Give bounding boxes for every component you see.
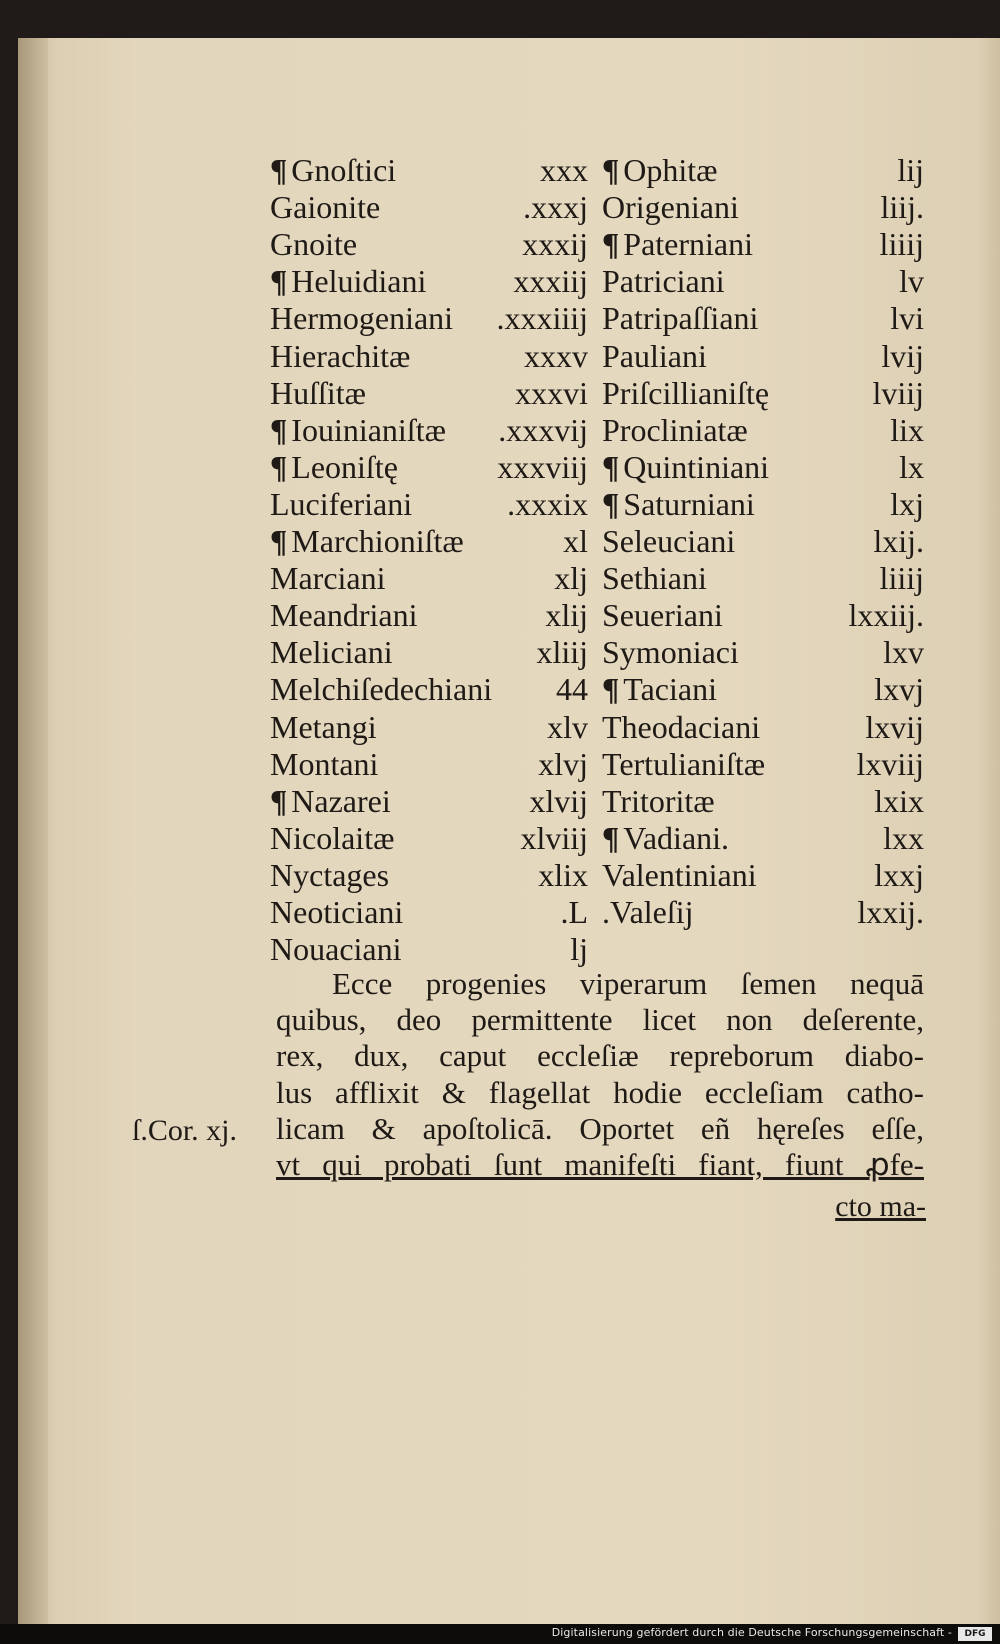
entry-number: lxxiij.: [848, 597, 924, 634]
paragraph-line: licam & apoſtolicā. Oportet eñ hęreſes eſſe,: [276, 1110, 924, 1146]
entry-number: xxx: [540, 152, 588, 188]
entry-number: .L: [560, 894, 588, 930]
entry-number: xl: [563, 523, 588, 559]
entry-number: lxv: [883, 634, 924, 671]
entry-name: [602, 152, 718, 188]
index-entry: [602, 449, 924, 485]
index-entry: [602, 783, 924, 819]
entry-name: [270, 857, 389, 893]
entry-name-text: Patriciani: [602, 263, 725, 300]
entry-number: lxx: [883, 819, 924, 856]
entry-name-text: Hierachitæ: [270, 337, 411, 374]
entry-name-text: Montani: [270, 745, 379, 782]
index-entry: [270, 709, 588, 745]
dfg-logo: DFG: [958, 1627, 992, 1641]
entry-name: [270, 486, 412, 522]
index-entry: [602, 634, 924, 670]
index-entry: [270, 597, 588, 633]
index-entry: [270, 412, 588, 448]
entry-number: xlv: [547, 708, 588, 745]
entry-number: lxviij: [856, 745, 924, 782]
entry-name: [270, 820, 394, 856]
index-entry: [602, 820, 924, 856]
entry-number: liij.: [880, 189, 924, 226]
entry-number: lxix: [874, 782, 924, 819]
index-entry: [270, 931, 588, 967]
pilcrow-icon: ¶: [270, 448, 288, 485]
catchword: cto ma-: [835, 1190, 926, 1223]
index-entry: [602, 152, 924, 188]
entry-number: xxxvi: [515, 374, 588, 411]
entry-name: [602, 375, 769, 411]
pilcrow-icon: ¶: [602, 448, 620, 485]
entry-name-text: Saturniani: [623, 485, 755, 522]
index-entry: [270, 449, 588, 485]
entry-name-text: Taciani: [623, 671, 717, 708]
entry-number: xxxiij: [513, 263, 588, 300]
index-entry: [602, 857, 924, 893]
entry-name: [270, 300, 453, 336]
pilcrow-icon: ¶: [270, 523, 288, 559]
index-entry: [270, 634, 588, 670]
entry-name-text: Tertulianiſtæ: [602, 745, 766, 782]
index-entry: [270, 857, 588, 893]
entry-name-text: Meliciani: [270, 634, 393, 671]
entry-name: [270, 894, 403, 930]
entry-number: lxxij.: [857, 894, 924, 930]
entry-name-text: Origeniani: [602, 189, 739, 226]
pilcrow-icon: ¶: [602, 819, 620, 856]
entry-name-text: Paterniani: [623, 226, 754, 263]
entry-name-text: Sethiani: [602, 560, 707, 597]
entry-name-text: Symoniaci: [602, 634, 739, 671]
entry-name: [270, 523, 464, 559]
index-entry: [602, 486, 924, 522]
entry-name: [602, 597, 723, 633]
entry-name: [602, 189, 739, 225]
entry-name: [270, 375, 366, 411]
entry-number: lvij: [881, 337, 924, 374]
paragraph-line: rex, dux, caput eccleſiæ repreborum diabo-: [276, 1038, 924, 1074]
index-entry: [270, 486, 588, 522]
entry-name-text: Heluidiani: [291, 263, 427, 300]
index-entry: [602, 671, 924, 707]
paragraph-line: Ecce progenies viperarum ſemen nequā: [332, 966, 924, 1001]
entry-name: [602, 894, 694, 930]
entry-name-text: Seleuciani: [602, 523, 736, 559]
entry-name: [602, 746, 765, 782]
entry-name: [270, 597, 418, 633]
entry-name: [602, 486, 755, 522]
entry-number: lxvj: [874, 671, 924, 708]
entry-name-text: Leoniſtę: [291, 448, 398, 485]
page-gutter: [18, 38, 48, 1624]
entry-number: xlij: [545, 597, 588, 634]
index-entry: [270, 300, 588, 336]
entry-number: .xxxvij: [498, 411, 588, 448]
index-entry: [602, 746, 924, 782]
entry-name: [602, 634, 739, 670]
pilcrow-icon: ¶: [602, 226, 620, 263]
index-entry: [602, 263, 924, 299]
entry-name: [602, 523, 735, 559]
index-entry: [270, 820, 588, 856]
entry-number: liiij: [879, 226, 924, 263]
entry-name-text: Quintiniani: [623, 448, 770, 485]
entry-number: lxvij: [865, 708, 924, 745]
index-entry: [270, 152, 588, 188]
entry-number: lvi: [890, 300, 924, 337]
entry-name: [270, 709, 377, 745]
index-entry: [602, 709, 924, 745]
entry-number: xlvij: [529, 782, 588, 819]
entry-number: 44: [556, 671, 588, 708]
entry-name-text: Metangi: [270, 708, 377, 745]
entry-name: [270, 449, 398, 485]
index-entry: [602, 189, 924, 225]
index-entry: [602, 894, 924, 930]
entry-name: [602, 300, 758, 336]
entry-name: [270, 152, 396, 188]
pilcrow-icon: ¶: [270, 263, 288, 300]
index-entry: [270, 560, 588, 596]
entry-name: [602, 857, 757, 893]
entry-name-text: Gnoſtici: [291, 152, 397, 188]
index-entry: [270, 523, 588, 559]
index-entry: [270, 375, 588, 411]
index-entry: [270, 226, 588, 262]
entry-name: [602, 263, 725, 299]
index-entry: [270, 189, 588, 225]
entry-name-text: Nyctages: [270, 856, 390, 893]
entry-name-text: Theodaciani: [602, 708, 761, 745]
pilcrow-icon: ¶: [602, 485, 620, 522]
entry-name: [602, 412, 748, 448]
entry-number: lj: [570, 931, 588, 968]
closing-paragraph: [276, 966, 924, 1183]
entry-name-text: Ophitæ: [623, 152, 718, 188]
entry-name: [270, 931, 402, 967]
entry-number: xlix: [538, 856, 588, 893]
entry-name: [602, 226, 753, 262]
entry-number: liiij: [879, 560, 924, 597]
entry-name-text: Tritoritæ: [602, 782, 715, 819]
entry-name: [270, 560, 386, 596]
entry-name: [602, 783, 715, 819]
entry-number: xlj: [554, 560, 588, 597]
index-entry: [602, 300, 924, 336]
entry-number: xxxv: [524, 337, 588, 374]
entry-number: .xxxj: [523, 189, 588, 226]
entry-number: lviij: [872, 374, 924, 411]
entry-name: [270, 412, 446, 448]
paragraph-line: lus afflixit & flagellat hodie eccleſiam catho-: [276, 1074, 924, 1110]
entry-name-text: Huſſitæ: [270, 374, 367, 411]
entry-number: lix: [890, 411, 924, 448]
entry-name-text: Gnoite: [270, 226, 358, 263]
entry-number: .xxxiiij: [496, 300, 588, 337]
index-entry: [270, 671, 588, 707]
entry-name: [270, 746, 378, 782]
entry-name-text: Gaionite: [270, 189, 381, 226]
entry-name-text: Marchioniſtæ: [291, 523, 464, 559]
entry-name-text: Neoticiani: [270, 894, 404, 930]
paragraph-line: quibus, deo permittente licet non deſerente,: [276, 1002, 924, 1038]
entry-number: xxxviij: [497, 448, 588, 485]
pilcrow-icon: ¶: [602, 152, 620, 188]
entry-number: lx: [899, 448, 924, 485]
entry-name: [270, 263, 426, 299]
entry-name-text: Hermogeniani: [270, 300, 454, 337]
index-entry: [602, 338, 924, 374]
entry-name-text: Procliniatæ: [602, 411, 748, 448]
entry-name: [270, 783, 391, 819]
index-entry: [270, 263, 588, 299]
pilcrow-icon: ¶: [270, 782, 288, 819]
entry-name: [270, 671, 492, 707]
pilcrow-icon: ¶: [602, 671, 620, 708]
footer-bar: [0, 1624, 1000, 1644]
entry-name-text: Iouinianiſtæ: [291, 411, 446, 448]
entry-name-text: Valentiniani: [602, 856, 757, 893]
entry-name-text: Priſcillianiſtę: [602, 374, 770, 411]
entry-name: [602, 709, 760, 745]
entry-number: lxij.: [873, 523, 924, 559]
entry-name: [270, 189, 380, 225]
entry-name-text: Meandriani: [270, 597, 418, 634]
entry-name-text: Nazarei: [291, 782, 391, 819]
entry-number: lxj: [890, 485, 924, 522]
margin-note: ſ.Cor. xj.: [132, 1114, 238, 1147]
entry-name-text: Melchiſedechiani: [270, 671, 493, 708]
entry-number: xxxij: [522, 226, 588, 263]
entry-number: xlvj: [538, 745, 588, 782]
entry-name-text: .Valeſij: [602, 894, 694, 930]
entry-name: [602, 560, 707, 596]
index-entry: [270, 783, 588, 819]
paragraph-line: vt qui probati ſunt manifeſti fiant, fiunt ꝓfe-: [276, 1147, 924, 1183]
entry-name-text: Vadiani.: [623, 819, 730, 856]
entry-name: [270, 338, 410, 374]
index-entry: [270, 746, 588, 782]
entry-number: xliij: [536, 634, 588, 671]
entry-name: [602, 820, 729, 856]
entry-name-text: Pauliani: [602, 337, 707, 374]
entry-name-text: Nicolaitæ: [270, 819, 395, 856]
index-entry: [270, 894, 588, 930]
entry-number: lij: [897, 152, 924, 188]
pilcrow-icon: ¶: [270, 152, 288, 188]
entry-number: xlviij: [520, 819, 588, 856]
entry-name-text: Luciferiani: [270, 485, 413, 522]
index-entry: [270, 338, 588, 374]
entry-name-text: Nouaciani: [270, 931, 402, 968]
entry-number: lv: [899, 263, 924, 300]
index-entry: [602, 375, 924, 411]
entry-name: [602, 671, 717, 707]
index-entry: [602, 226, 924, 262]
index-entry: [602, 597, 924, 633]
index-entry: [602, 523, 924, 559]
pilcrow-icon: ¶: [270, 411, 288, 448]
entry-name-text: Patripaſſiani: [602, 300, 759, 337]
index-entry: [602, 412, 924, 448]
index-entry: [602, 560, 924, 596]
entry-name-text: Seueriani: [602, 597, 723, 634]
footer-credit: Digitalisierung gefördert durch die Deutsche Forschungsgemeinschaft -: [551, 1626, 952, 1639]
entry-name: [270, 226, 357, 262]
entry-number: .xxxix: [507, 485, 588, 522]
entry-name-text: Marciani: [270, 560, 386, 597]
entry-number: lxxj: [874, 856, 924, 893]
entry-name: [602, 338, 707, 374]
entry-name: [270, 634, 393, 670]
entry-name: [602, 449, 769, 485]
